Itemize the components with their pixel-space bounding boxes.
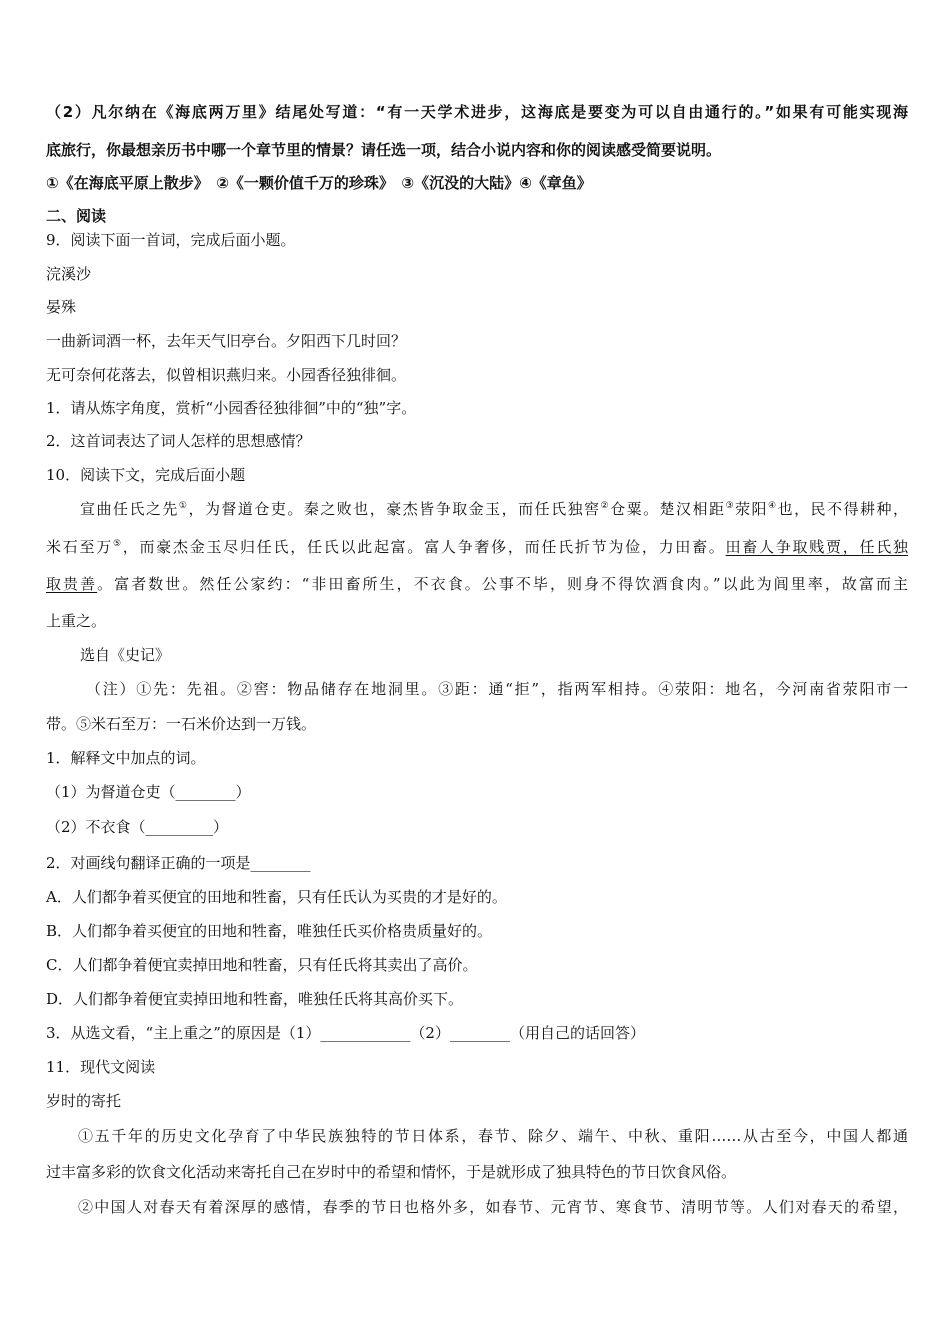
- text-span: 荥阳: [735, 500, 769, 518]
- annotation-line-2: 带。⑤米石至万：一石米价达到一万钱。: [46, 715, 317, 733]
- q11-intro: 11．现代文阅读: [46, 1058, 156, 1076]
- article-para-1-line-2: 过丰富多彩的饮食文化活动来寄托自己在岁时中的希望和情怀，于是就形成了独具特色的节日饮食风俗。: [46, 1163, 737, 1181]
- article-para-1-line-1: ①五千年的历史文化孕育了中华民族独特的节日体系，春节、除夕、端午、中秋、重阳……从古至今，中国人都通: [78, 1127, 908, 1145]
- text-span: 米石至万: [46, 538, 113, 556]
- poem-author: 晏殊: [46, 298, 77, 316]
- q10-intro: 10．阅读下文，完成后面小题: [46, 466, 246, 484]
- annotation-line-1: （注）①先：先祖。②窖：物品储存在地洞里。③距：通“拒”，指两军相持。④荥阳：地名，今河南省荥阳市一: [86, 680, 908, 698]
- text-span: 宣曲任氏之先: [80, 500, 179, 518]
- footnote-marker: ④: [768, 501, 778, 511]
- option-c: C．人们都争着便宜卖掉田地和牲畜，只有任氏将其卖出了高价。: [46, 956, 478, 974]
- underlined-sentence: 取贵善: [46, 575, 98, 593]
- q9-subquestion-2: 2．这首词表达了词人怎样的思想感情？: [46, 432, 311, 450]
- text-span: ，而豪杰金玉尽归任氏，任氏以此起富。富人争奢侈，而任氏折节为俭，力田畜。: [122, 538, 726, 556]
- text-source: 选自《史记》: [80, 646, 171, 664]
- q10-subquestion-2: 2．对画线句翻译正确的一项是________: [46, 854, 311, 872]
- footnote-marker: ①: [178, 501, 189, 511]
- classical-text-line-2: [46, 536, 908, 558]
- q10-blank-2: （2）不衣食（_________）: [46, 818, 229, 836]
- section-heading-reading: 二、阅读: [46, 207, 107, 225]
- q8-part2-line1: （2）凡尔纳在《海底两万里》结尾处写道：“有一天学术进步，这海底是要变为可以自由通行的。”如果有可能实现海: [46, 103, 908, 121]
- poem-verse-2: 无可奈何花落去，似曾相识燕归来。小园香径独徘徊。: [46, 366, 407, 384]
- article-title: 岁时的寄托: [46, 1092, 122, 1110]
- article-para-2-line-1: ②中国人对春天有着深厚的感情，春季的节日也格外多，如春节、元宵节、寒食节、清明节等。人们对春天的希望，: [78, 1198, 908, 1216]
- classical-text-line-3: [46, 573, 908, 595]
- footnote-marker: ⑤: [112, 539, 123, 549]
- text-span: 仓粟。楚汉相距: [610, 500, 726, 518]
- poem-title: 浣溪沙: [46, 265, 92, 283]
- classical-text-line-1: [80, 498, 908, 520]
- footnote-marker: ②: [600, 501, 611, 511]
- option-b: B．人们都争着买便宜的田地和牲畜，唯独任氏买价格贵质量好的。: [46, 922, 493, 940]
- q9-subquestion-1: 1．请从炼字角度，赏析“小园香径独徘徊”中的“独”字。: [46, 399, 417, 417]
- q10-blank-1: （1）为督道仓吏（________）: [46, 783, 251, 801]
- q9-intro: 9．阅读下面一首词，完成后面小题。: [46, 231, 296, 249]
- option-a: A．人们都争着买便宜的田地和牲畜，只有任氏认为买贵的才是好的。: [46, 888, 507, 906]
- q10-subquestion-3: 3．从选文看，“主上重之”的原因是（1）____________（2）________（用自己的话回答）: [46, 1024, 645, 1042]
- classical-text-line-4: 上重之。: [46, 612, 107, 630]
- q8-part2-options: ①《在海底平原上散步》 ②《一颗价值千万的珍珠》 ③《沉没的大陆》④《章鱼》: [46, 174, 592, 192]
- text-span: 也，民不得耕种，: [777, 500, 908, 518]
- poem-verse-1: 一曲新词酒一杯，去年天气旧亭台。夕阳西下几时回？: [46, 332, 407, 350]
- q8-part2-line2: 底旅行，你最想亲历书中哪一个章节里的情景？请任选一项，结合小说内容和你的阅读感受简要说明。: [46, 141, 722, 159]
- underlined-sentence: 田畜人争取贱贾，任氏独: [725, 538, 908, 556]
- text-span: 。富者数世。然任公家约：“非田畜所生，不衣食。公事不毕，则身不得饮酒食肉。”以此为闾里率，故富而主: [97, 575, 908, 593]
- footnote-marker: ③: [725, 501, 736, 511]
- text-span: ，为督道仓吏。秦之败也，豪杰皆争取金玉，而任氏独窖: [188, 500, 601, 518]
- option-d: D．人们都争着便宜卖掉田地和牲畜，唯独任氏将其高价买下。: [46, 990, 464, 1008]
- q10-subquestion-1: 1．解释文中加点的词。: [46, 749, 206, 767]
